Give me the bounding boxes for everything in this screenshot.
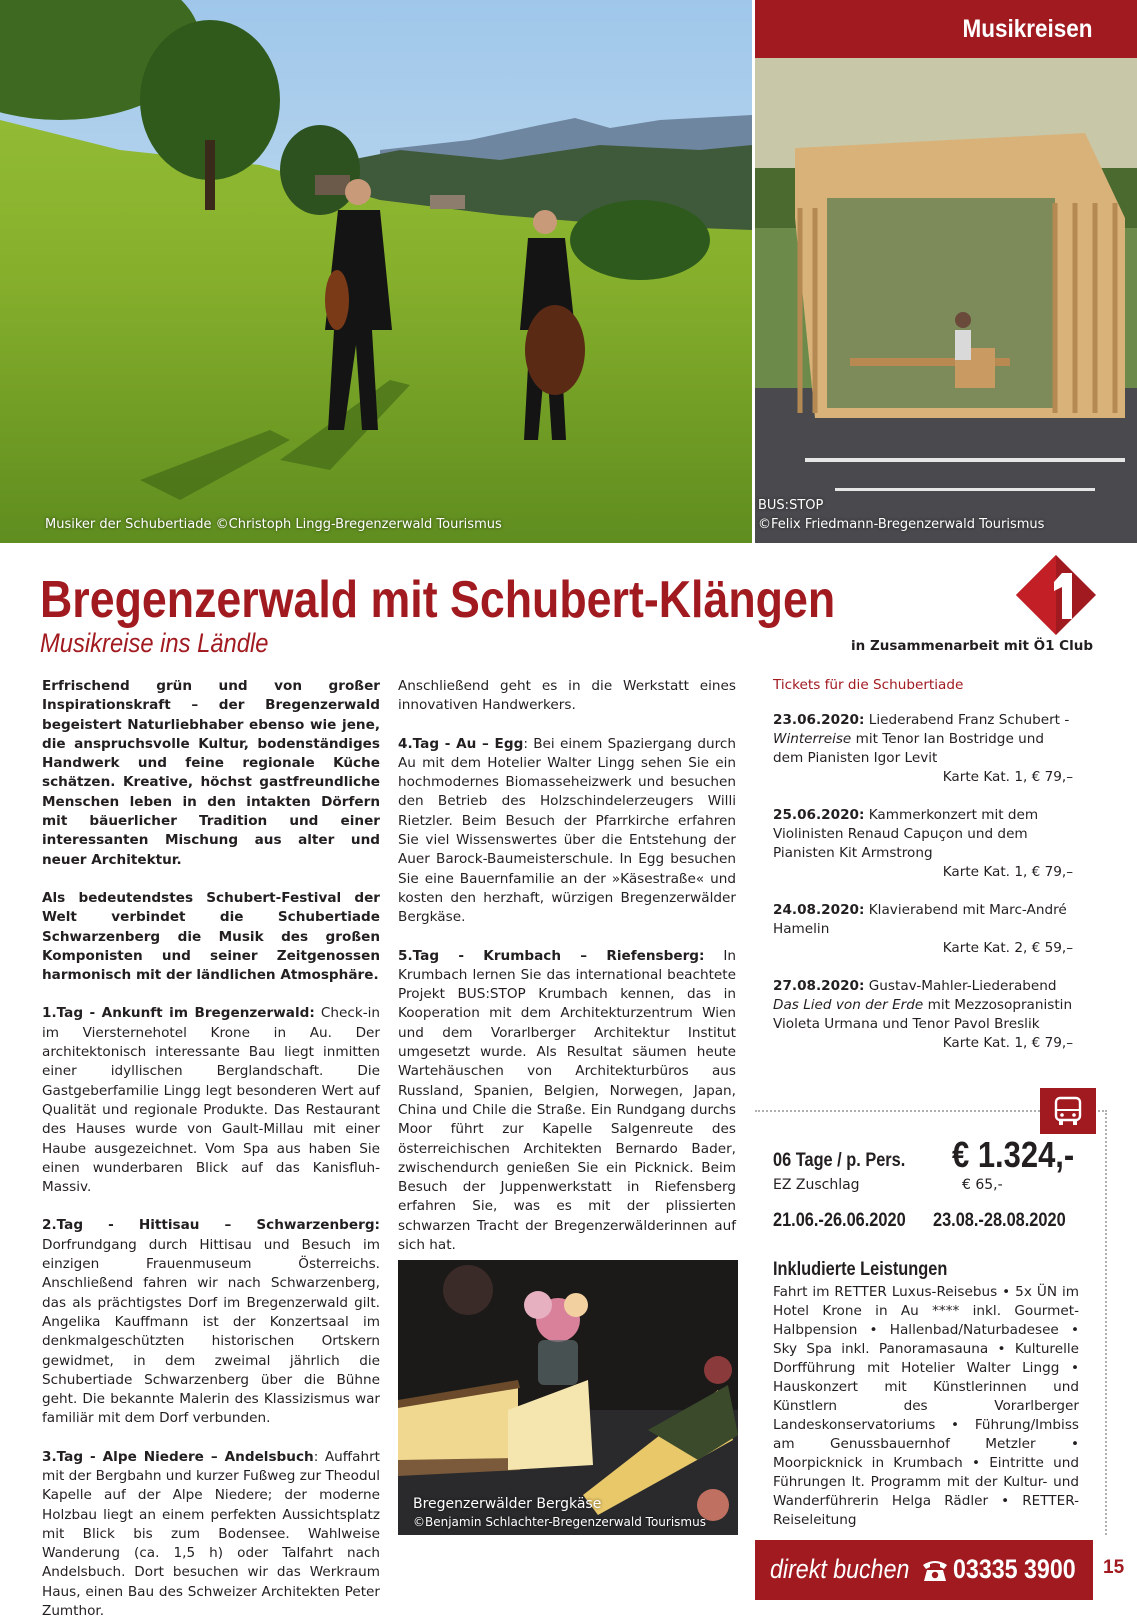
ez-label: EZ Zuschlag: [773, 1177, 860, 1193]
concert-item: [773, 711, 1073, 787]
concert-text: Klavierabend mit Marc-André Hamelin: [773, 902, 1067, 937]
section-label: Musikreisen: [962, 15, 1093, 43]
concert-price: Karte Kat. 2, € 59,–: [942, 940, 1073, 956]
duration-label: 06 Tage / p. Pers.: [773, 1150, 906, 1171]
concert-text: Gustav-Mahler-Liederabend: [864, 978, 1057, 994]
oe1-logo-icon: [1014, 553, 1098, 637]
concert-title: Winterreise: [773, 731, 852, 747]
intro-paragraph-2: Als bedeutendstes Schubert-Festival der Welt verbindet die Schubertiade Schwarzenberg die Musik des großen Komponisten und seiner Zeitgenossen harmonisch mit der ländlichen Atmosphäre.: [42, 889, 380, 984]
page-subtitle: Musikreise ins Ländle: [40, 628, 269, 658]
concert-date: 24.08.2020:: [773, 902, 865, 918]
day-3-text: : Auffahrt mit der Bergbahn und kurzer Fußweg zur Theodul Kapelle auf der Alpe Niedere; der moderne Holzbau liegt an einem perfekten Aussichtsplatz mit Blick bis zum Bodensee. Wahlweise Wanderung (ca. 1,5 h) oder Talfahrt nach Andelsbuch. Dort besuchen wir das Werkraum Haus, einen Bau des Schweizer Architekten Peter Zumthor.: [42, 1448, 380, 1620]
tickets-column: [773, 676, 1073, 1072]
bus-icon: [1054, 1096, 1082, 1126]
day-3: [42, 1448, 380, 1621]
concert-title: Das Lied von der Erde: [773, 997, 924, 1013]
concert-text: Kammerkonzert mit dem Violinisten Renaud Capuçon und dem Pianisten Kit Armstrong: [773, 807, 1039, 861]
day-2: [42, 1216, 380, 1428]
cheese-caption-2: ©Benjamin Schlachter-Bregenzerwald Tourismus: [413, 1515, 706, 1529]
busstop-caption-1: BUS:STOP: [758, 498, 824, 513]
phone-number[interactable]: 03335 3900: [953, 1554, 1076, 1584]
day-4: [398, 735, 736, 928]
day-3-head: 3.Tag - Alpe Niedere – Andelsbuch: [42, 1448, 314, 1465]
price-value: € 1.324,-: [952, 1134, 1075, 1175]
cheese-caption-1: Bregenzerwälder Bergkäse: [413, 1496, 602, 1512]
concert-item: [773, 977, 1073, 1053]
day-4-head: 4.Tag - Au – Egg: [398, 735, 524, 752]
section-banner: [755, 0, 1137, 58]
concert-text-2: mit Tenor Ian Bostridge und dem Pianisten Igor Levit: [773, 731, 1044, 766]
concert-date: 25.06.2020:: [773, 807, 865, 823]
day-1-text: Check-in im Viersternehotel Krone in Au. Der architektonisch interessante Bau liegt inmitten einer idyllischen Berglandschaft. Die Gastgeberfamilie Lingg legt besonderen Wert auf Qualität und regionale Produkte. Das Restaurant des Hauses wurde von Gault-Millau mit einer Haube ausgezeichnet. Vom Spa aus haben Sie einen wunderbaren Blick auf das Kanisfluh-Massiv.: [42, 1005, 380, 1196]
phone-icon: [921, 1557, 949, 1583]
day-5-text: In Krumbach lernen Sie das international beachtete Projekt BUS:STOP Krumbach kennen, das in Kooperation mit dem Architekturzentrum Wien und dem Vorarlberger Architektur Institut umgesetzt wurde. Als Resultat säumen heute Wartehäuschen von Architekturbüros aus Russland, Spanien, Belgien, Norwegen, Japan, China und Chile die Straße. Ein Rundgang durchs Moor führt zur Kapelle Salgenreute des österreichischen Architekten Bernardo Bader, zwischendurch genießen Sie ein Picknick. Beim Besuch der Juppenwerkstatt in Riefensberg erfahren Sie, was es mit der plissierten schwarzen Tracht der Bregenzerwälderinnen auf sich hat.: [398, 947, 736, 1254]
busstop-photo: [755, 58, 1137, 543]
concert-price: Karte Kat. 1, € 79,–: [942, 864, 1073, 880]
included-text: Fahrt im RETTER Luxus-Reisebus • 5x ÜN im Hotel Krone in Au **** inkl. Gourmet-Halbpension • Hallenbad/Naturbadesee • Sky Spa inkl. Panoramasauna • Kulturelle Dorfführung mit Hotelier Walter Lingg • Hauskonzert mit Künstlerinnen und Künstlern des Vorarlberger Landeskonservatoriums • Führung/Imbiss am Genussbauernhof Metzler • Moorpicknick in Krumbach • Eintritte und Führungen lt. Programm mit der Kultur- und Wanderführerin Helga Rädler • RETTER-Reiseleitung: [773, 1284, 1079, 1528]
page-title: Bregenzerwald mit Schubert-Klängen: [40, 571, 836, 629]
travel-date-1: 21.06.-26.06.2020: [773, 1210, 906, 1231]
column-1: [42, 677, 380, 1621]
day-1: [42, 1004, 380, 1197]
day-5-head: 5.Tag - Krumbach – Riefensberg:: [398, 947, 705, 964]
concert-text-2: mit Mezzosopranistin Violeta Urmana und Tenor Pavol Breslik: [773, 997, 1073, 1032]
included-heading: Inkludierte Leistungen: [773, 1259, 948, 1280]
column-2: [398, 677, 736, 1313]
musicians-photo: [0, 0, 752, 543]
concert-item: [773, 901, 1073, 958]
day-2-text: Dorfrundgang durch Hittisau und Besuch im einzigen Frauenmuseum Österreichs. Anschließend fahren wir nach Schwarzenberg, das als prächtigstes Dorf im Bregenzerwald gilt. Angelika Kauffmann ist der Konzertsaal im denkmalgeschützten historischen Ortskern gewidmet, in dem zweimal jährlich die Schubertiade Schwarzenberg über die Bühne geht. Die bekannte Malerin des Klassizismus war familiär mit dem Dorf verbunden.: [42, 1236, 380, 1427]
busstop-caption-2: ©Felix Friedmann-Bregenzerwald Tourismus: [758, 517, 1045, 532]
booking-bar[interactable]: [755, 1540, 1093, 1600]
day-4-text: : Bei einem Spaziergang durch Au mit dem Hotelier Walter Lingg sehen Sie ein hochmodernes Biomasseheizwerk und besuchen den Betrieb des Holzschindelerzeugers Willi Rietzler. Beim Besuch der Pfarrkirche erfahren Sie viel Wissenswertes über die Entstehung der Auer Barock-Baumeisterschule. In Egg besuchen Sie eine Bauernfamilie an der »Käsestraße« und kosten den herzhaft, würzigen Bregenzerwälder Bergkäse.: [398, 735, 736, 926]
musicians-caption: Musiker der Schubertiade ©Christoph Lingg-Bregenzerwald Tourismus: [45, 517, 502, 532]
cheese-photo: [398, 1260, 738, 1535]
bus-badge: [1040, 1088, 1096, 1134]
page-number: 15: [1103, 1557, 1125, 1578]
day-2-head: 2.Tag - Hittisau – Schwarzenberg:: [42, 1217, 380, 1234]
concert-price: Karte Kat. 1, € 79,–: [942, 769, 1073, 785]
intro-paragraph-1: Erfrischend grün und von großer Inspirationskraft – der Bregenzerwald begeistert Naturliebhaber ebenso wie jene, die anspruchsvolle Kultur, bodenständiges Handwerk und feine regionale Küche schätzen. Kreative, höchst gastfreundliche Menschen leben in den intakten Dörfern mit bäuerlicher Tradition und einer interessanten Mischung aus alter und neuer Architektur.: [42, 678, 380, 868]
concert-date: 27.08.2020:: [773, 978, 865, 994]
book-label: direkt buchen: [770, 1554, 910, 1584]
day-5: [398, 947, 736, 1256]
concert-item: [773, 806, 1073, 882]
day-3-cont: Anschließend geht es in die Werkstatt eines innovativen Handwerkers.: [398, 678, 736, 714]
tickets-heading: Tickets für die Schubertiade: [773, 677, 964, 693]
cooperation-note: in Zusammenarbeit mit Ö1 Club: [851, 638, 1093, 654]
ez-value: € 65,-: [962, 1177, 1003, 1193]
day-1-head: 1.Tag - Ankunft im Bregenzerwald:: [42, 1005, 315, 1022]
travel-date-2: 23.08.-28.08.2020: [933, 1210, 1066, 1231]
concert-price: Karte Kat. 1, € 79,–: [942, 1035, 1073, 1051]
concert-date: 23.06.2020:: [773, 712, 865, 728]
concert-text: Liederabend Franz Schubert -: [864, 712, 1070, 728]
